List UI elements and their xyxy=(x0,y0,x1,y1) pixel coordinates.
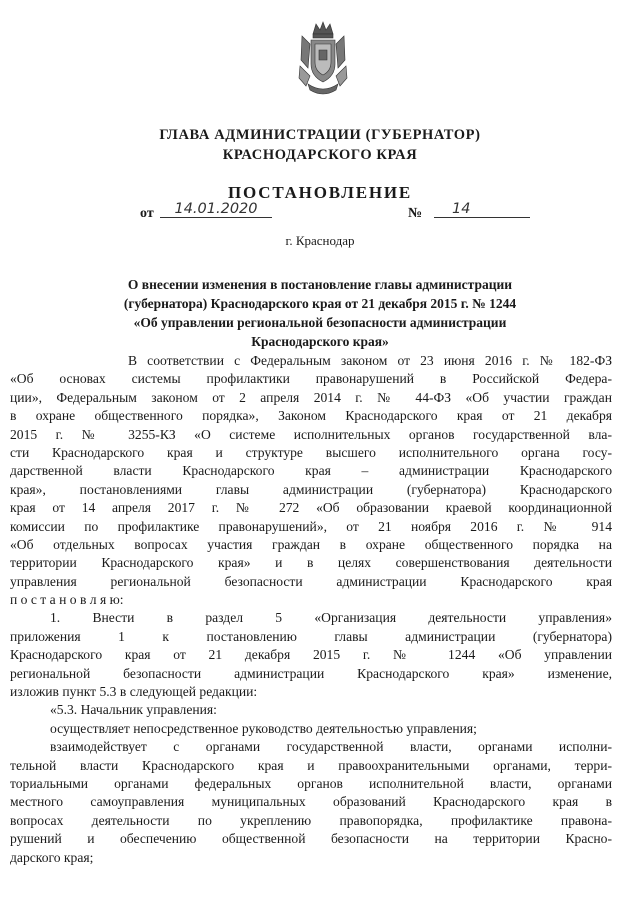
body-line: дарского края; xyxy=(10,849,94,865)
date-label: от xyxy=(140,206,154,221)
body-line: изложив пункт 5.3 в следующей редакции: xyxy=(10,684,258,700)
body-line: «5.3. Начальник управления: xyxy=(50,702,217,718)
body-line: дарственной власти Краснодарского края – администрации Краснодарского xyxy=(10,463,612,479)
authority-title: ГЛАВА АДМИНИСТРАЦИИ (ГУБЕРНАТОР) xyxy=(159,127,481,143)
title-line: О внесении изменения в постановление главы администрации xyxy=(127,277,513,292)
body-line: сти Краснодарского края и структуре высшего исполнительного органа госу- xyxy=(10,444,612,460)
title-line: Краснодарского края» xyxy=(251,334,389,349)
body-line: комиссии по профилактике правонарушений», от 21 ноября 2016 г. № 914 xyxy=(10,518,612,534)
date-value: 14.01.2020 xyxy=(160,201,272,218)
body-line: 1. Внести в раздел 5 «Организация деятельности управления» xyxy=(50,610,612,626)
document-title xyxy=(100,275,540,351)
body-line: п о с т а н о в л я ю: xyxy=(10,592,124,608)
coat-of-arms-icon xyxy=(298,20,348,100)
body-line: края от 14 апреля 2017 г. № 272 «Об образовании краевой координационной xyxy=(10,500,612,516)
document-body xyxy=(10,352,612,867)
body-line: В соответствии с Федеральным законом от 23 июня 2016 г. № 182-ФЗ xyxy=(128,353,612,368)
body-line: управления региональной безопасности администрации Краснодарского края xyxy=(10,573,612,589)
number-label: № xyxy=(408,206,423,221)
body-line: ции», Федеральным законом от 2 апреля 2014 г. № 44-ФЗ «Об участии граждан xyxy=(10,389,612,405)
document-type: ПОСТАНОВЛЕНИЕ xyxy=(227,183,413,202)
body-line: в охране общественного порядка», Законом Краснодарского края от 21 декабря xyxy=(10,408,612,424)
number-value: 14 xyxy=(434,201,530,218)
body-line: Краснодарского края от 21 декабря 2015 г. № 1244 «Об управлении xyxy=(10,647,612,663)
body-line: «Об отдельных вопросах участия граждан в охране общественного порядка на xyxy=(10,536,612,552)
body-line: края», постановлениями главы администрации (губернатора) Краснодарского xyxy=(10,481,612,497)
body-line: местного самоуправления муниципальных образований Краснодарского края в xyxy=(10,794,612,810)
body-line: «Об основах системы профилактики правонарушений в Российской Федера- xyxy=(10,371,612,387)
city: г. Краснодар xyxy=(285,233,355,248)
title-line: «Об управлении региональной безопасности администрации xyxy=(133,315,507,330)
body-line: территории Краснодарского края» и в целях совершенствования деятельности xyxy=(10,555,612,571)
body-line: вопросах деятельности по укреплению правопорядка, профилактике правона- xyxy=(10,812,612,828)
title-line: (губернатора) Краснодарского края от 21 декабря 2015 г. № 1244 xyxy=(123,296,517,311)
body-line: ториальными органами федеральных органов исполнительной власти, органами xyxy=(10,775,612,791)
body-line: рушений и обеспечению общественной безопасности на территории Красно- xyxy=(10,831,612,847)
body-line: взаимодействует с органами государственной власти, органами исполни- xyxy=(50,739,612,755)
body-line: осуществляет непосредственное руководство деятельностью управления; xyxy=(50,720,477,736)
body-line: тельной власти Краснодарского края и правоохранительными органами, терри- xyxy=(10,757,612,773)
body-line: приложения 1 к постановлению главы администрации (губернатора) xyxy=(10,628,612,644)
authority-region: КРАСНОДАРСКОГО КРАЯ xyxy=(222,147,418,163)
body-line: 2015 г. № 3255-КЗ «О системе исполнительных органов государственной вла- xyxy=(10,426,612,442)
body-line: региональной безопасности администрации Краснодарского края» изменение, xyxy=(10,665,612,681)
